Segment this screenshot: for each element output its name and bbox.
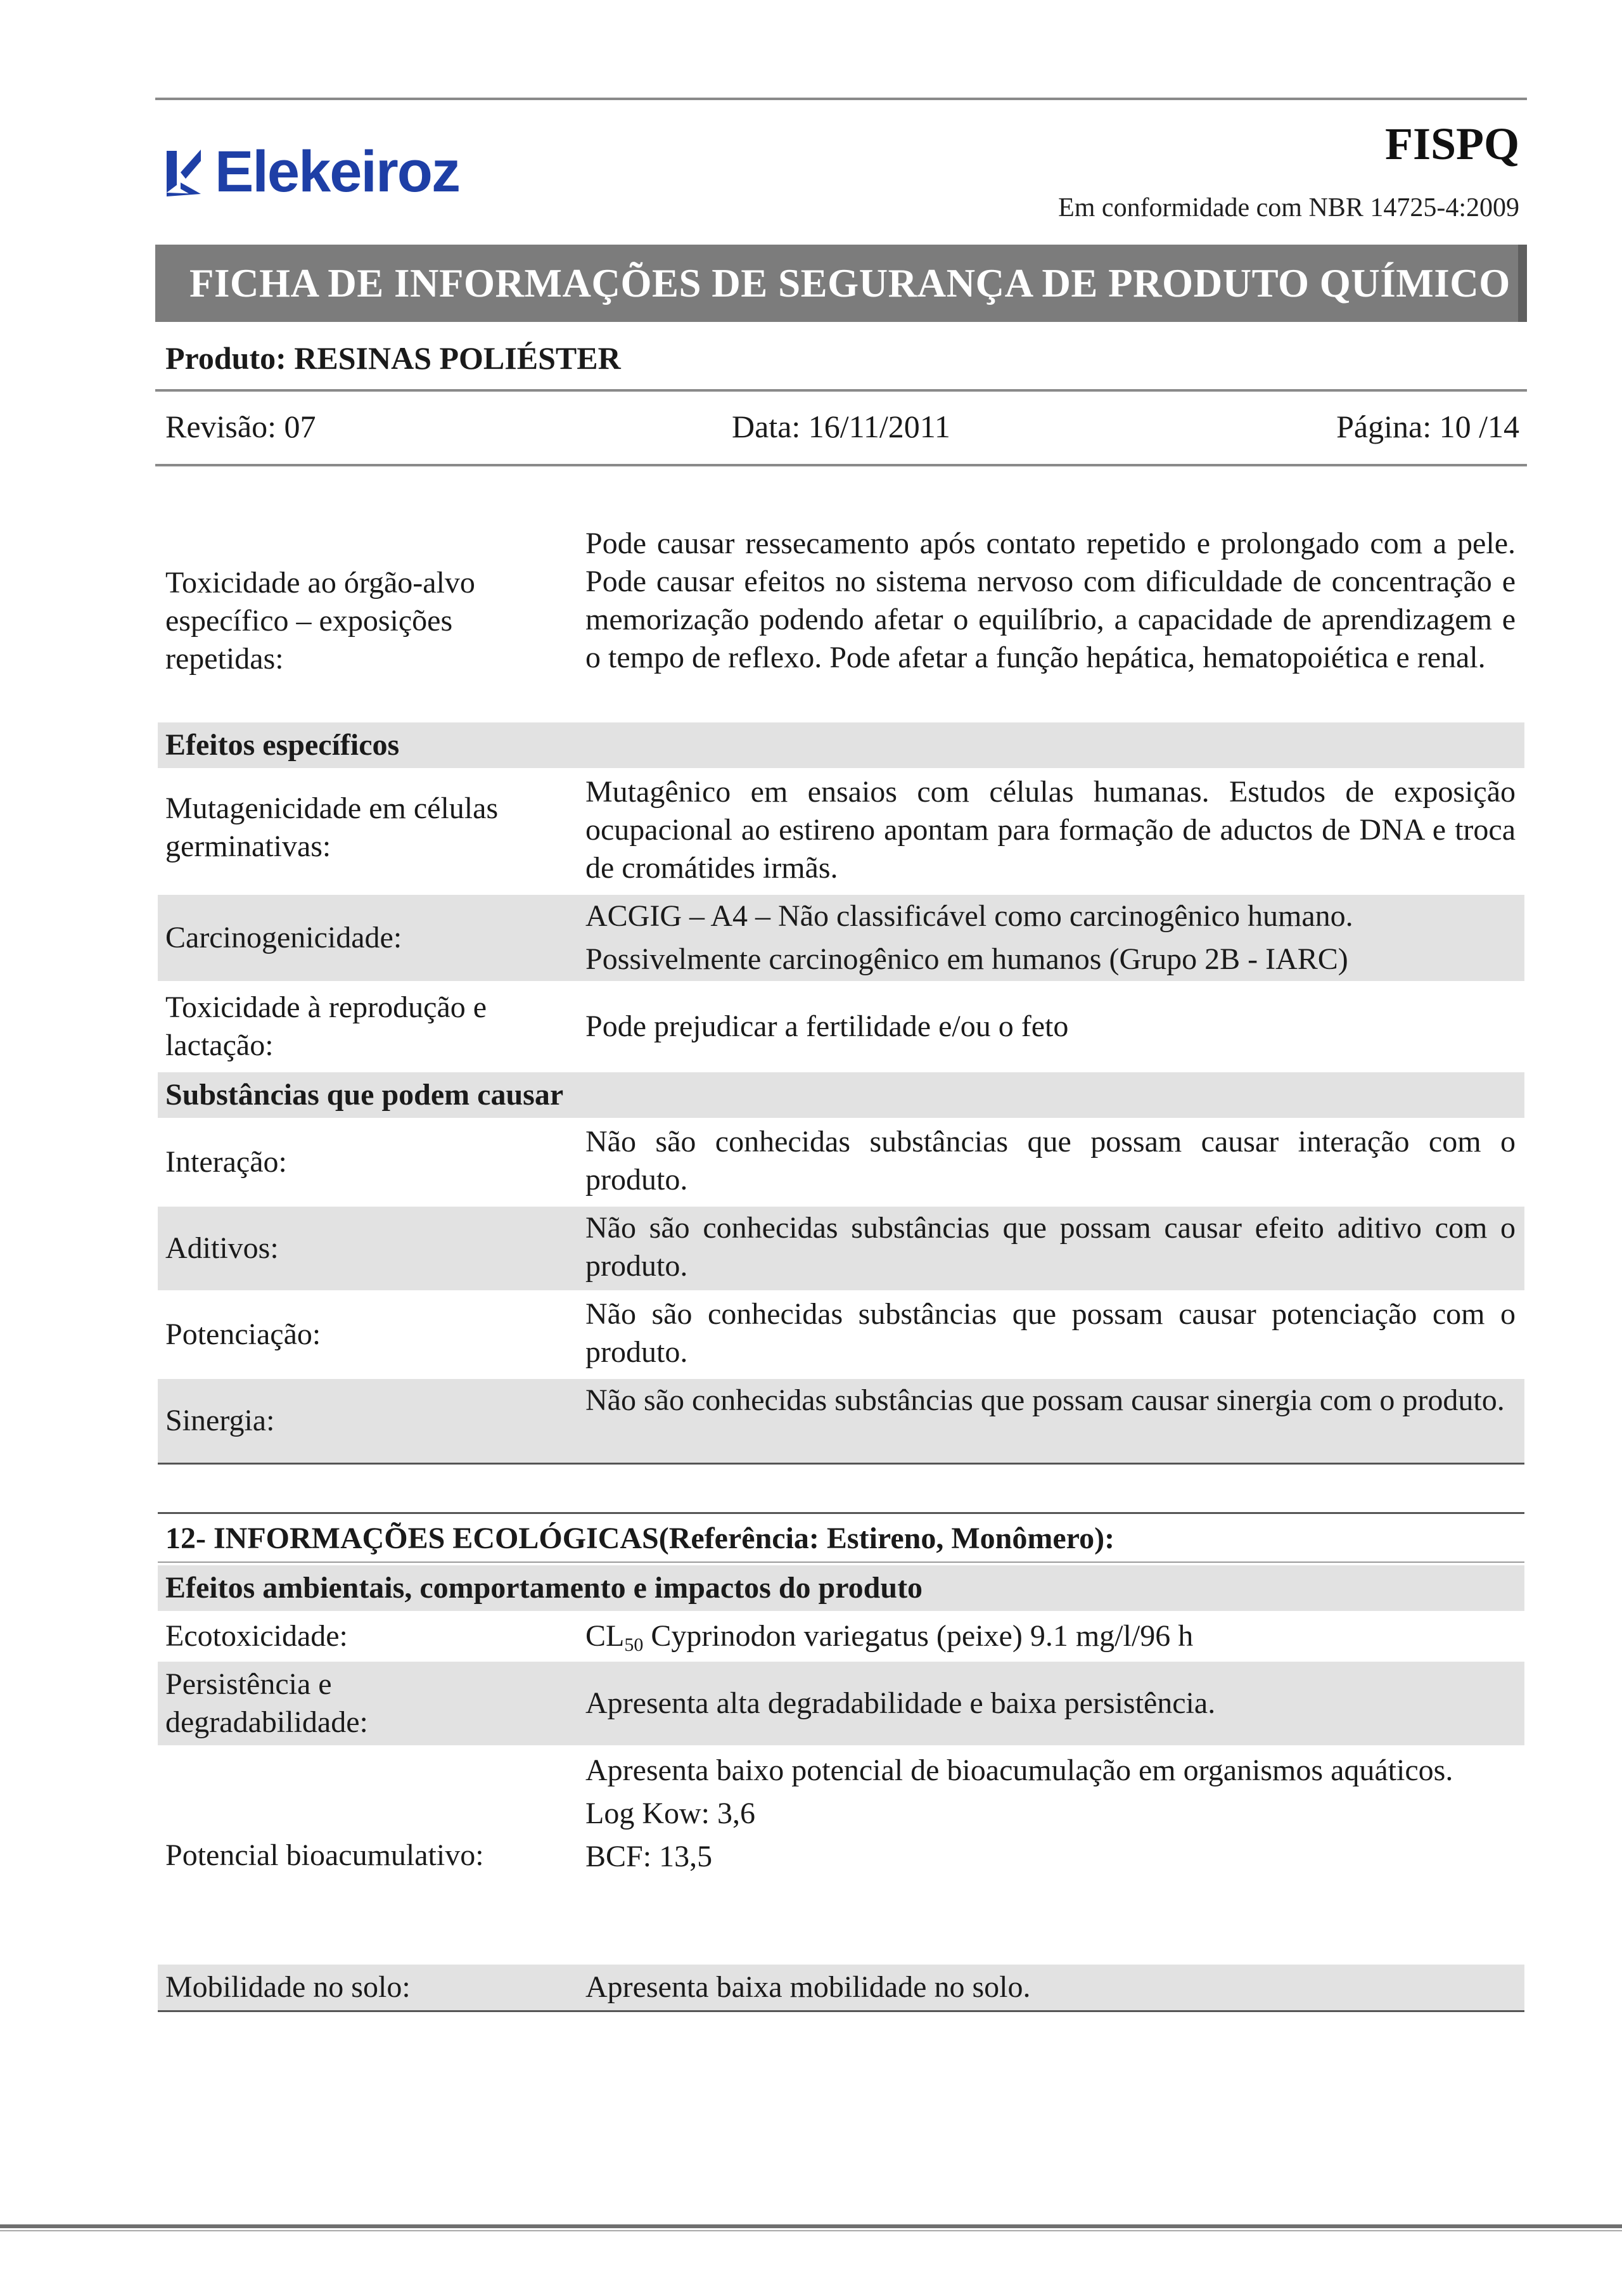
doc-code: FISPQ [1384, 119, 1519, 169]
title-banner [155, 245, 1527, 322]
lc50-prefix: CL [585, 1619, 625, 1653]
row-label: Toxicidade à reprodução e lactação: [165, 991, 487, 1062]
row-value: Não são conhecidas substâncias que possam causar potenciação com o produto. [585, 1297, 1516, 1369]
table-bottom-rule [158, 2010, 1524, 2012]
table-row [158, 1613, 1524, 1659]
section-subheading-row [158, 1072, 1524, 1118]
lc50-subscript: 50 [624, 1634, 644, 1655]
table-row [158, 1207, 1524, 1290]
table-row [158, 1120, 1524, 1204]
row-label: Mutagenicidade em células germinativas: [165, 792, 499, 863]
row-value-line: Log Kow: 3,6 [585, 1797, 755, 1830]
row-label: Potencial bioacumulativo: [165, 1838, 484, 1872]
table-row [158, 771, 1524, 892]
section-subheading-row [158, 722, 1524, 768]
section-subheading: Substâncias que podem causar [165, 1078, 564, 1112]
company-logo [164, 139, 459, 204]
table-bottom-rule [158, 1463, 1524, 1465]
row-label: Potenciação: [165, 1318, 321, 1351]
row-value: Mutagênico em ensaios com células humanas. Estudos de exposição ocupacional ao estireno apontam para formação de aductos de DNA e troca de cromátides irmãs. [585, 775, 1516, 885]
section-subheading: Efeitos ambientais, comportamento e impactos do produto [165, 1571, 923, 1605]
section-subheading: Efeitos específicos [165, 728, 400, 762]
footer-rule [0, 2224, 1622, 2228]
row-label: Interação: [165, 1145, 287, 1179]
row-label: Carcinogenicidade: [165, 921, 402, 954]
row-value: Não são conhecidas substâncias que possam causar efeito aditivo com o produto. [585, 1211, 1516, 1283]
table-row [158, 1293, 1524, 1376]
row-value: Não são conhecidas substâncias que possam causar sinergia com o produto. [585, 1383, 1505, 1417]
section-title-row [158, 1517, 1524, 1562]
banner-edge [1518, 245, 1527, 322]
row-label: Mobilidade no solo: [165, 1970, 411, 2004]
divider [155, 464, 1527, 466]
row-value: Apresenta alta degradabilidade e baixa persistência. [585, 1686, 1216, 1720]
row-value: Pode causar ressecamento após contato repetido e prolongado com a pele. Pode causar efeitos no sistema nervoso com dificuldade de concentração e memorização podendo afetar o equilíbrio, a capacidade de aprendizagem e o tempo de reflexo. Pode afetar a função hepática, hematopoiética e renal. [585, 527, 1516, 674]
ecotox-text: Cyprinodon variegatus (peixe) 9.1 mg/l/96 h [643, 1619, 1194, 1653]
product-label: Produto: RESINAS POLIÉSTER [165, 340, 621, 376]
divider [158, 1562, 1524, 1563]
top-rule [155, 98, 1527, 100]
row-value [585, 1617, 1516, 1664]
page-number: Página: 10 /14 [1336, 409, 1519, 444]
row-value: Apresenta baixa mobilidade no solo. [585, 1970, 1031, 2004]
row-value [585, 1752, 1516, 1876]
row-label: Sinergia: [165, 1404, 275, 1437]
row-value-line: Possivelmente carcinogênico em humanos (Grupo 2B - IARC) [585, 942, 1348, 976]
meta-row [155, 408, 1527, 452]
row-label: Toxicidade ao órgão-alvo específico – exposições repetidas: [165, 566, 475, 676]
compliance-note: Em conformidade com NBR 14725-4:2009 [1058, 193, 1519, 222]
section-subheading-row [158, 1565, 1524, 1611]
row-value-line: ACGIG – A4 – Não classificável como carcinogênico humano. [585, 899, 1353, 933]
section-title: 12- INFORMAÇÕES ECOLÓGICAS(Referência: Estireno, Monômero): [165, 1522, 1115, 1555]
table-row [158, 1748, 1524, 1962]
row-value-line: BCF: 13,5 [585, 1840, 713, 1873]
divider [155, 389, 1527, 392]
row-label: Persistência e degradabilidade: [165, 1667, 368, 1739]
table-row [158, 895, 1524, 981]
revision: Revisão: 07 [165, 409, 316, 444]
footer-rule [0, 2230, 1622, 2231]
row-value: Não são conhecidas substâncias que possam causar interação com o produto. [585, 1125, 1516, 1196]
elekeiroz-logo-icon [164, 147, 203, 196]
date: Data: 16/11/2011 [732, 409, 950, 444]
row-label: Ecotoxicidade: [165, 1619, 348, 1653]
row-label: Aditivos: [165, 1231, 279, 1265]
table-row [158, 1965, 1524, 2010]
section-top-rule [158, 1512, 1524, 1514]
table-row [158, 1662, 1524, 1745]
table-row [158, 1379, 1524, 1463]
table-row [158, 984, 1524, 1070]
banner-title: FICHA DE INFORMAÇÕES DE SEGURANÇA DE PRODUTO QUÍMICO [189, 260, 1510, 305]
logo-text: Elekeiroz [215, 139, 459, 204]
row-value: Pode prejudicar a fertilidade e/ou o feto [585, 1010, 1069, 1043]
table-row [158, 525, 1524, 720]
row-value [585, 897, 1516, 978]
row-value-line: Apresenta baixo potencial de bioacumulação em organismos aquáticos. [585, 1754, 1453, 1787]
